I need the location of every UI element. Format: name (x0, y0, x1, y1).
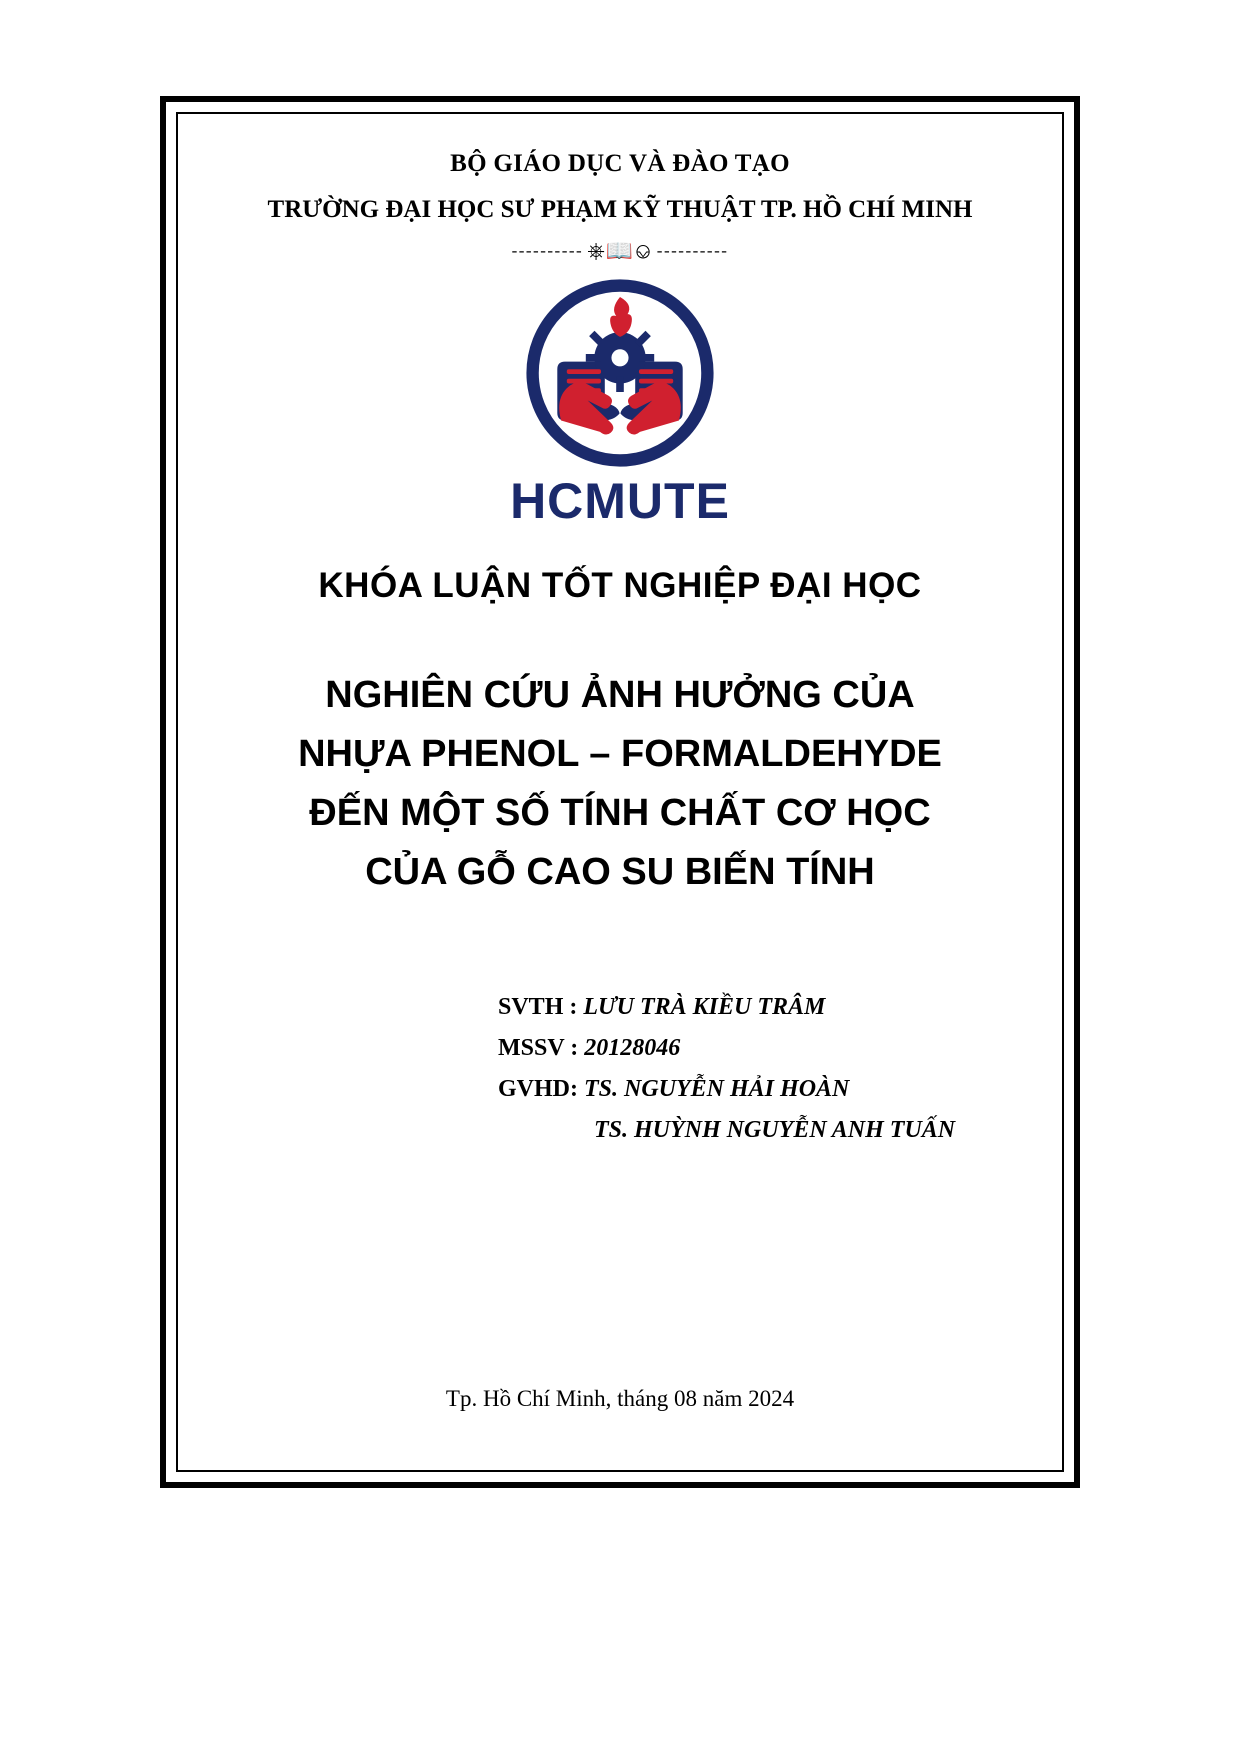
meta-row-advisor-1 (498, 1076, 849, 1103)
meta-label: GVHD: (498, 1075, 578, 1102)
place-date-footer: Tp. Hồ Chí Minh, tháng 08 năm 2024 (445, 1386, 795, 1411)
divider-dashes-left: ---------- (511, 241, 584, 260)
logo-wordmark: HCMUTE (510, 473, 730, 529)
university-heading: TRƯỜNG ĐẠI HỌC SƯ PHẠM KỸ THUẬT TP. HỒ CHÍ MINH (267, 196, 973, 223)
hcmute-emblem-icon (525, 278, 715, 468)
meta-label: MSSV : (498, 1034, 579, 1061)
title-line: CỦA GỖ CAO SU BIẾN TÍNH (365, 850, 875, 893)
meta-value: 20128046 (584, 1034, 681, 1061)
thesis-title (298, 666, 942, 902)
title-line: NHỰA PHENOL – FORMALDEHYDE (298, 732, 942, 775)
meta-label: SVTH : (498, 993, 578, 1020)
page-border-outer (160, 96, 1080, 1488)
meta-row-student-id (498, 1035, 680, 1062)
ministry-heading: BỘ GIÁO DỤC VÀ ĐÀO TẠO (450, 150, 790, 177)
meta-value: TS. NGUYỄN HẢI HOÀN (584, 1075, 850, 1102)
meta-row-advisor-2 (498, 1117, 955, 1144)
cover-content (208, 138, 1032, 1446)
title-line: NGHIÊN CỨU ẢNH HƯỞNG CỦA (325, 674, 915, 716)
ornamental-divider (512, 240, 729, 262)
divider-dashes-right: ---------- (656, 241, 729, 260)
author-advisor-block (208, 994, 1032, 1158)
page-border-inner (176, 112, 1064, 1472)
meta-row-student (498, 994, 825, 1021)
title-line: ĐẾN MỘT SỐ TÍNH CHẤT CƠ HỌC (309, 791, 931, 834)
university-logo (510, 278, 730, 530)
meta-value: TS. HUỲNH NGUYỄN ANH TUẤN (594, 1116, 956, 1143)
open-book-icon: ⎈📖⎉ (587, 238, 653, 263)
meta-value: LƯU TRÀ KIỀU TRÂM (583, 993, 826, 1020)
document-type-heading: KHÓA LUẬN TỐT NGHIỆP ĐẠI HỌC (318, 566, 922, 605)
